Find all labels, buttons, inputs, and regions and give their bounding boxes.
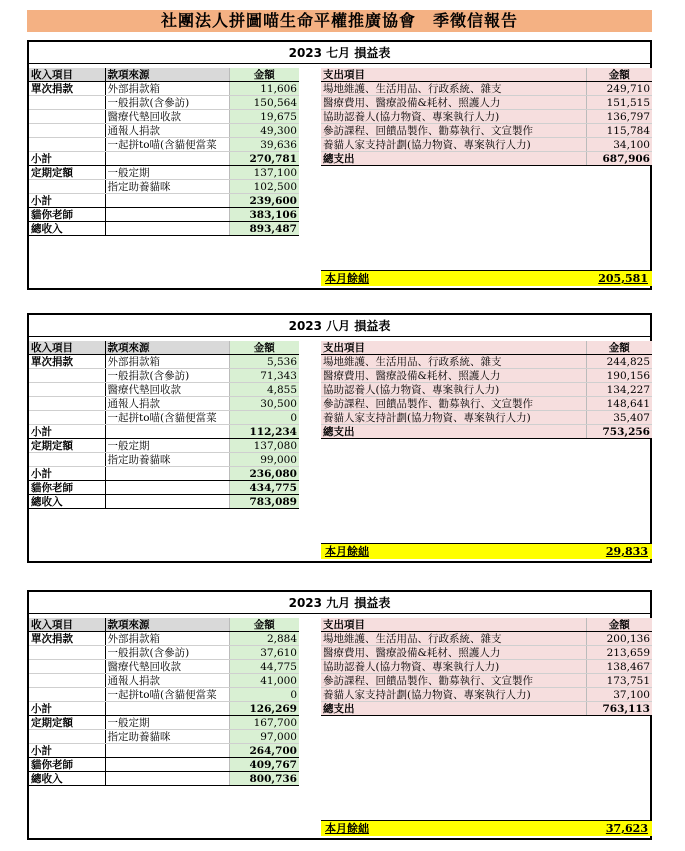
table-row bbox=[29, 660, 299, 674]
balance-amount: 37,623 bbox=[605, 822, 648, 835]
income-category bbox=[29, 453, 105, 467]
income-source: 通報人捐款 bbox=[105, 124, 229, 138]
table-row bbox=[29, 702, 299, 716]
table-row bbox=[321, 674, 652, 688]
income-category bbox=[29, 730, 105, 744]
income-amount: 4,855 bbox=[229, 383, 299, 397]
income-amount: 71,343 bbox=[229, 369, 299, 383]
table-row bbox=[29, 425, 299, 439]
expense-amount: 151,515 bbox=[586, 96, 652, 110]
expense-total-row bbox=[321, 425, 652, 439]
income-source bbox=[105, 152, 229, 166]
expense-amount: 200,136 bbox=[586, 632, 652, 646]
income-category: 小計 bbox=[29, 425, 105, 439]
income-amount: 44,775 bbox=[229, 660, 299, 674]
month-report-2 bbox=[27, 590, 652, 840]
expense-item: 養貓人家支持計劃(協力物資、專案執行人力) bbox=[321, 411, 586, 425]
header-source: 款項來源 bbox=[105, 618, 229, 632]
expense-header-row bbox=[321, 618, 652, 632]
income-amount: 137,080 bbox=[229, 439, 299, 453]
table-row bbox=[29, 96, 299, 110]
expense-table bbox=[321, 618, 652, 716]
income-category: 貓你老師 bbox=[29, 208, 105, 222]
table-row bbox=[29, 383, 299, 397]
expense-item: 場地維護、生活用品、行政系統、雜支 bbox=[321, 355, 586, 369]
table-row bbox=[29, 180, 299, 194]
expense-item: 參訪課程、回饋品製作、勸募執行、文宣製作 bbox=[321, 397, 586, 411]
income-source: 一起拼to喵(含貓便當菜 bbox=[105, 138, 229, 152]
income-category: 小計 bbox=[29, 702, 105, 716]
balance-amount: 205,581 bbox=[598, 272, 648, 285]
income-amount: 41,000 bbox=[229, 674, 299, 688]
expense-table bbox=[321, 68, 652, 166]
header-amount: 金額 bbox=[229, 68, 299, 82]
income-category: 總收入 bbox=[29, 772, 105, 786]
income-category bbox=[29, 646, 105, 660]
income-header-row bbox=[29, 341, 299, 355]
income-source bbox=[105, 194, 229, 208]
table-row bbox=[29, 82, 299, 96]
income-category: 總收入 bbox=[29, 495, 105, 509]
income-source: 一般捐款(含參訪) bbox=[105, 369, 229, 383]
expense-total-label: 總支出 bbox=[321, 152, 586, 166]
income-table bbox=[29, 68, 299, 236]
table-row bbox=[29, 453, 299, 467]
header-expense-amount: 金額 bbox=[586, 341, 652, 355]
income-amount: 5,536 bbox=[229, 355, 299, 369]
income-source: 外部捐款箱 bbox=[105, 632, 229, 646]
income-amount: 0 bbox=[229, 411, 299, 425]
balance-label: 本月餘絀 bbox=[325, 822, 369, 835]
income-source: 外部捐款箱 bbox=[105, 82, 229, 96]
expense-item: 協助認養人(協力物資、專案執行人力) bbox=[321, 110, 586, 124]
income-amount: 236,080 bbox=[229, 467, 299, 481]
table-row bbox=[321, 138, 652, 152]
expense-item: 協助認養人(協力物資、專案執行人力) bbox=[321, 383, 586, 397]
expense-item: 養貓人家支持計劃(協力物資、專案執行人力) bbox=[321, 138, 586, 152]
table-row bbox=[29, 152, 299, 166]
income-source bbox=[105, 208, 229, 222]
expense-item: 場地維護、生活用品、行政系統、雜支 bbox=[321, 632, 586, 646]
income-source bbox=[105, 222, 229, 236]
income-amount: 800,736 bbox=[229, 772, 299, 786]
income-category: 小計 bbox=[29, 467, 105, 481]
header-amount: 金額 bbox=[229, 618, 299, 632]
header-amount: 金額 bbox=[229, 341, 299, 355]
month-title: 2023 九月 損益表 bbox=[288, 596, 391, 610]
table-row bbox=[29, 674, 299, 688]
income-category: 總收入 bbox=[29, 222, 105, 236]
income-amount: 30,500 bbox=[229, 397, 299, 411]
income-source bbox=[105, 481, 229, 495]
income-category bbox=[29, 411, 105, 425]
monthly-balance bbox=[321, 543, 652, 559]
expense-amount: 136,797 bbox=[586, 110, 652, 124]
header-expense-item: 支出項目 bbox=[321, 68, 586, 82]
expense-total-label: 總支出 bbox=[321, 425, 586, 439]
expense-header-row bbox=[321, 341, 652, 355]
income-source: 一般捐款(含參訪) bbox=[105, 646, 229, 660]
income-amount: 49,300 bbox=[229, 124, 299, 138]
income-amount: 270,781 bbox=[229, 152, 299, 166]
expense-amount: 190,156 bbox=[586, 369, 652, 383]
income-amount: 126,269 bbox=[229, 702, 299, 716]
income-amount: 150,564 bbox=[229, 96, 299, 110]
table-row bbox=[321, 660, 652, 674]
income-table bbox=[29, 341, 299, 509]
monthly-balance bbox=[321, 820, 652, 836]
income-amount: 137,100 bbox=[229, 166, 299, 180]
table-row bbox=[321, 383, 652, 397]
income-category: 小計 bbox=[29, 194, 105, 208]
table-row bbox=[29, 355, 299, 369]
table-row bbox=[29, 772, 299, 786]
income-source: 醫療代墊回收款 bbox=[105, 383, 229, 397]
income-source: 一般定期 bbox=[105, 716, 229, 730]
expense-total-amount: 687,906 bbox=[586, 152, 652, 166]
income-category bbox=[29, 138, 105, 152]
income-source: 通報人捐款 bbox=[105, 397, 229, 411]
monthly-balance bbox=[321, 270, 652, 286]
table-row bbox=[29, 110, 299, 124]
income-source bbox=[105, 425, 229, 439]
header-source: 款項來源 bbox=[105, 341, 229, 355]
income-category bbox=[29, 96, 105, 110]
income-category bbox=[29, 688, 105, 702]
header-source: 款項來源 bbox=[105, 68, 229, 82]
table-row bbox=[29, 758, 299, 772]
income-amount: 239,600 bbox=[229, 194, 299, 208]
divider bbox=[29, 613, 650, 614]
income-category bbox=[29, 383, 105, 397]
income-source bbox=[105, 772, 229, 786]
table-row bbox=[29, 439, 299, 453]
table-row bbox=[321, 82, 652, 96]
table-row bbox=[29, 411, 299, 425]
income-amount: 97,000 bbox=[229, 730, 299, 744]
income-source: 一起拼to喵(含貓便當菜 bbox=[105, 411, 229, 425]
income-amount: 19,675 bbox=[229, 110, 299, 124]
balance-amount: 29,833 bbox=[605, 545, 648, 558]
expense-item: 養貓人家支持計劃(協力物資、專案執行人力) bbox=[321, 688, 586, 702]
expense-item: 協助認養人(協力物資、專案執行人力) bbox=[321, 660, 586, 674]
income-category: 小計 bbox=[29, 152, 105, 166]
expense-amount: 148,641 bbox=[586, 397, 652, 411]
income-category: 單次捐款 bbox=[29, 82, 105, 96]
table-row bbox=[29, 397, 299, 411]
table-row bbox=[29, 138, 299, 152]
income-category bbox=[29, 369, 105, 383]
table-row bbox=[321, 688, 652, 702]
income-category: 定期定額 bbox=[29, 439, 105, 453]
expense-amount: 35,407 bbox=[586, 411, 652, 425]
income-amount: 783,089 bbox=[229, 495, 299, 509]
income-source: 醫療代墊回收款 bbox=[105, 660, 229, 674]
table-row bbox=[29, 124, 299, 138]
header-expense-item: 支出項目 bbox=[321, 618, 586, 632]
balance-label: 本月餘絀 bbox=[325, 272, 369, 285]
expense-item: 醫療費用、醫療設備&耗材、照護人力 bbox=[321, 646, 586, 660]
income-amount: 383,106 bbox=[229, 208, 299, 222]
income-source: 一起拼to喵(含貓便當菜 bbox=[105, 688, 229, 702]
table-row bbox=[29, 646, 299, 660]
header-expense-amount: 金額 bbox=[586, 618, 652, 632]
expense-item: 參訪課程、回饋品製作、勸募執行、文宣製作 bbox=[321, 674, 586, 688]
expense-amount: 173,751 bbox=[586, 674, 652, 688]
income-category: 小計 bbox=[29, 744, 105, 758]
expense-amount: 138,467 bbox=[586, 660, 652, 674]
income-table bbox=[29, 618, 299, 786]
income-category bbox=[29, 180, 105, 194]
income-category bbox=[29, 660, 105, 674]
month-report-0 bbox=[27, 40, 652, 290]
income-amount: 112,234 bbox=[229, 425, 299, 439]
table-row bbox=[29, 495, 299, 509]
expense-total-row bbox=[321, 702, 652, 716]
income-category: 單次捐款 bbox=[29, 355, 105, 369]
table-row bbox=[29, 716, 299, 730]
expense-header-row bbox=[321, 68, 652, 82]
table-row bbox=[29, 481, 299, 495]
income-amount: 11,606 bbox=[229, 82, 299, 96]
income-source: 通報人捐款 bbox=[105, 674, 229, 688]
table-row bbox=[321, 397, 652, 411]
expense-item: 場地維護、生活用品、行政系統、雜支 bbox=[321, 82, 586, 96]
income-category bbox=[29, 110, 105, 124]
expense-amount: 244,825 bbox=[586, 355, 652, 369]
table-row bbox=[321, 110, 652, 124]
expense-total-amount: 753,256 bbox=[586, 425, 652, 439]
income-amount: 99,000 bbox=[229, 453, 299, 467]
income-category: 定期定額 bbox=[29, 716, 105, 730]
expense-amount: 115,784 bbox=[586, 124, 652, 138]
income-header-row bbox=[29, 68, 299, 82]
table-row bbox=[29, 688, 299, 702]
table-row bbox=[29, 730, 299, 744]
income-header-row bbox=[29, 618, 299, 632]
income-source bbox=[105, 702, 229, 716]
income-amount: 0 bbox=[229, 688, 299, 702]
income-amount: 434,775 bbox=[229, 481, 299, 495]
income-category bbox=[29, 397, 105, 411]
income-category bbox=[29, 124, 105, 138]
month-title: 2023 八月 損益表 bbox=[288, 319, 391, 333]
month-report-1 bbox=[27, 313, 652, 563]
income-amount: 37,610 bbox=[229, 646, 299, 660]
table-row bbox=[29, 632, 299, 646]
divider bbox=[29, 63, 650, 64]
table-row bbox=[321, 411, 652, 425]
income-source: 外部捐款箱 bbox=[105, 355, 229, 369]
expense-amount: 37,100 bbox=[586, 688, 652, 702]
expense-total-label: 總支出 bbox=[321, 702, 586, 716]
income-amount: 2,884 bbox=[229, 632, 299, 646]
income-source: 醫療代墊回收款 bbox=[105, 110, 229, 124]
income-category: 定期定額 bbox=[29, 166, 105, 180]
report-title: 社團法人拼圖喵生命平權推廣協會 季徵信報告 bbox=[27, 10, 652, 32]
expense-item: 醫療費用、醫療設備&耗材、照護人力 bbox=[321, 369, 586, 383]
table-row bbox=[29, 208, 299, 222]
income-amount: 409,767 bbox=[229, 758, 299, 772]
table-row bbox=[321, 124, 652, 138]
income-source bbox=[105, 467, 229, 481]
expense-table bbox=[321, 341, 652, 439]
income-amount: 39,636 bbox=[229, 138, 299, 152]
table-row bbox=[321, 96, 652, 110]
table-row bbox=[29, 222, 299, 236]
table-row bbox=[29, 369, 299, 383]
income-source bbox=[105, 744, 229, 758]
table-row bbox=[29, 467, 299, 481]
expense-total-row bbox=[321, 152, 652, 166]
header-expense-item: 支出項目 bbox=[321, 341, 586, 355]
table-row bbox=[29, 194, 299, 208]
expense-item: 醫療費用、醫療設備&耗材、照護人力 bbox=[321, 96, 586, 110]
income-source: 一般定期 bbox=[105, 166, 229, 180]
header-income-item: 收入項目 bbox=[29, 341, 105, 355]
balance-label: 本月餘絀 bbox=[325, 545, 369, 558]
income-category: 貓你老師 bbox=[29, 758, 105, 772]
expense-amount: 134,227 bbox=[586, 383, 652, 397]
table-row bbox=[321, 632, 652, 646]
income-source: 指定助養貓咪 bbox=[105, 730, 229, 744]
month-title: 2023 七月 損益表 bbox=[288, 46, 391, 60]
income-amount: 264,700 bbox=[229, 744, 299, 758]
header-income-item: 收入項目 bbox=[29, 618, 105, 632]
header-expense-amount: 金額 bbox=[586, 68, 652, 82]
divider bbox=[29, 336, 650, 337]
income-category: 貓你老師 bbox=[29, 481, 105, 495]
table-row bbox=[29, 166, 299, 180]
income-amount: 167,700 bbox=[229, 716, 299, 730]
income-source: 指定助養貓咪 bbox=[105, 180, 229, 194]
table-row bbox=[321, 355, 652, 369]
income-amount: 893,487 bbox=[229, 222, 299, 236]
income-category: 單次捐款 bbox=[29, 632, 105, 646]
income-source bbox=[105, 495, 229, 509]
income-source bbox=[105, 758, 229, 772]
table-row bbox=[29, 744, 299, 758]
expense-total-amount: 763,113 bbox=[586, 702, 652, 716]
expense-amount: 249,710 bbox=[586, 82, 652, 96]
table-row bbox=[321, 646, 652, 660]
income-source: 指定助養貓咪 bbox=[105, 453, 229, 467]
table-row bbox=[321, 369, 652, 383]
expense-item: 參訪課程、回饋品製作、勸募執行、文宣製作 bbox=[321, 124, 586, 138]
income-amount: 102,500 bbox=[229, 180, 299, 194]
income-source: 一般捐款(含參訪) bbox=[105, 96, 229, 110]
income-category bbox=[29, 674, 105, 688]
expense-amount: 213,659 bbox=[586, 646, 652, 660]
income-source: 一般定期 bbox=[105, 439, 229, 453]
expense-amount: 34,100 bbox=[586, 138, 652, 152]
header-income-item: 收入項目 bbox=[29, 68, 105, 82]
